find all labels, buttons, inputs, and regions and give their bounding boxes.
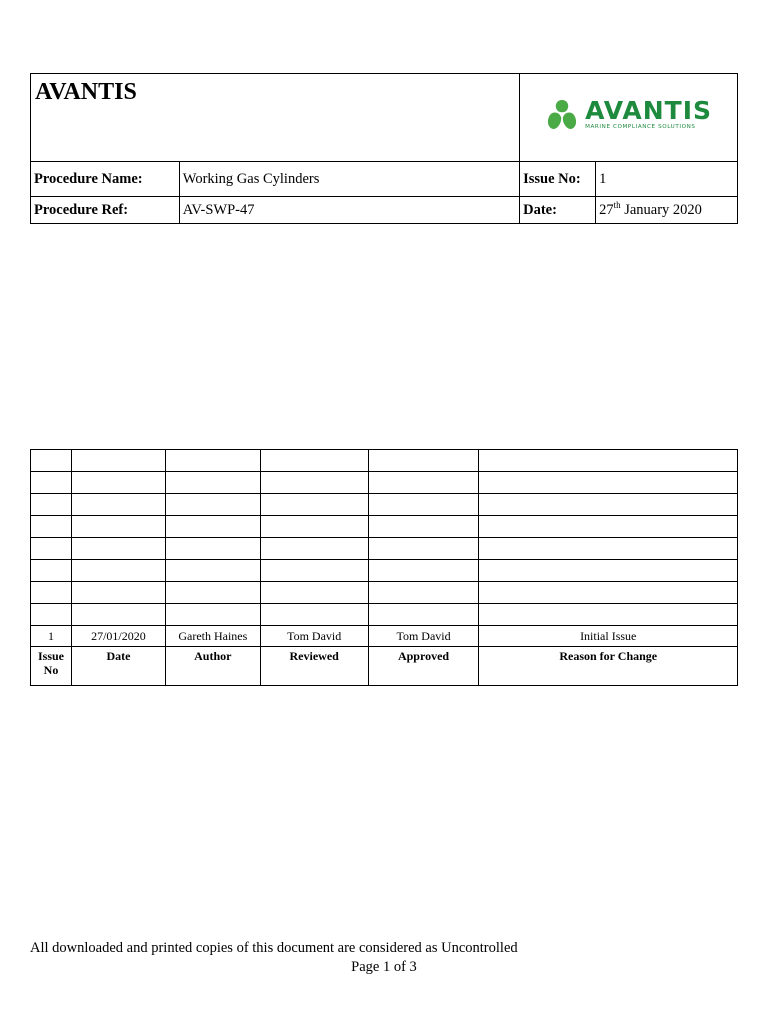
procedure-ref-value: AV-SWP-47: [179, 197, 519, 224]
blank-revision-cell: [71, 538, 165, 560]
blank-revision-row: [31, 560, 738, 582]
blank-revision-cell: [165, 450, 260, 472]
column-header-issue-no: Issue No: [31, 647, 72, 686]
logo-brand-text: AVANTIS: [585, 96, 713, 125]
document-title-cell: [31, 74, 520, 162]
column-header-reviewed: Reviewed: [260, 647, 368, 686]
revision-reviewed: Tom David: [260, 626, 368, 647]
blank-revision-cell: [165, 516, 260, 538]
revision-issue: 1: [31, 626, 72, 647]
column-header-approved: Approved: [368, 647, 479, 686]
trefoil-logo-icon: [545, 98, 579, 132]
blank-revision-cell: [479, 582, 738, 604]
blank-revision-cell: [71, 560, 165, 582]
blank-revision-cell: [31, 538, 72, 560]
column-header-reason: Reason for Change: [479, 647, 738, 686]
blank-revision-cell: [368, 538, 479, 560]
blank-revision-cell: [31, 472, 72, 494]
issue-no-label: Issue No:: [520, 162, 596, 197]
blank-revision-cell: [260, 516, 368, 538]
revision-date: 27/01/2020: [71, 626, 165, 647]
blank-revision-cell: [165, 604, 260, 626]
procedure-ref-label: Procedure Ref:: [31, 197, 180, 224]
blank-revision-cell: [31, 560, 72, 582]
blank-revision-cell: [368, 560, 479, 582]
revision-row: [31, 626, 738, 647]
blank-revision-row: [31, 516, 738, 538]
blank-revision-cell: [260, 472, 368, 494]
blank-revision-cell: [71, 450, 165, 472]
blank-revision-cell: [368, 494, 479, 516]
revision-approved: Tom David: [368, 626, 479, 647]
blank-revision-cell: [165, 472, 260, 494]
revision-reason: Initial Issue: [479, 626, 738, 647]
blank-revision-cell: [479, 604, 738, 626]
blank-revision-cell: [479, 560, 738, 582]
blank-revision-cell: [31, 604, 72, 626]
date-label: Date:: [520, 197, 596, 224]
blank-revision-cell: [479, 472, 738, 494]
company-logo: [545, 98, 712, 132]
page-number: Page 1 of 3: [351, 959, 417, 975]
date-rest: January 2020: [620, 201, 702, 218]
blank-revision-cell: [479, 538, 738, 560]
column-header-author: Author: [165, 647, 260, 686]
blank-revision-cell: [479, 516, 738, 538]
blank-revision-cell: [31, 582, 72, 604]
document-title: AVANTIS: [35, 79, 137, 105]
revision-history-table: [30, 449, 738, 686]
procedure-name-label: Procedure Name:: [31, 162, 180, 197]
blank-revision-cell: [71, 604, 165, 626]
blank-revision-cell: [31, 450, 72, 472]
blank-revision-cell: [71, 494, 165, 516]
blank-revision-cell: [260, 538, 368, 560]
revision-table-body: [31, 450, 738, 686]
blank-revision-cell: [31, 494, 72, 516]
blank-revision-row: [31, 450, 738, 472]
blank-revision-cell: [479, 494, 738, 516]
blank-revision-cell: [368, 450, 479, 472]
document-header-table: [30, 73, 738, 224]
blank-revision-cell: [479, 450, 738, 472]
logo-tagline: MARINE COMPLIANCE SOLUTIONS: [585, 124, 696, 130]
blank-revision-cell: [31, 516, 72, 538]
blank-revision-cell: [71, 582, 165, 604]
blank-revision-row: [31, 604, 738, 626]
blank-revision-cell: [71, 472, 165, 494]
blank-revision-cell: [260, 582, 368, 604]
blank-revision-cell: [165, 560, 260, 582]
revision-header-row: [31, 647, 738, 686]
blank-revision-cell: [368, 516, 479, 538]
issue-no-value: 1: [596, 162, 738, 197]
blank-revision-cell: [165, 582, 260, 604]
logo-cell: [520, 74, 738, 162]
blank-revision-cell: [165, 538, 260, 560]
blank-revision-cell: [260, 604, 368, 626]
column-header-date: Date: [71, 647, 165, 686]
uncontrolled-copy-notice: All downloaded and printed copies of this document are considered as Uncontrolled: [30, 940, 518, 956]
revision-author: Gareth Haines: [165, 626, 260, 647]
date-day: 27: [599, 201, 614, 218]
date-value: [596, 197, 738, 224]
blank-revision-cell: [260, 450, 368, 472]
blank-revision-row: [31, 494, 738, 516]
blank-revision-cell: [71, 516, 165, 538]
blank-revision-cell: [368, 604, 479, 626]
blank-revision-cell: [368, 582, 479, 604]
blank-revision-row: [31, 472, 738, 494]
blank-revision-cell: [368, 472, 479, 494]
blank-revision-row: [31, 582, 738, 604]
blank-revision-cell: [260, 494, 368, 516]
blank-revision-row: [31, 538, 738, 560]
blank-revision-cell: [260, 560, 368, 582]
date-suffix: th: [613, 199, 621, 210]
blank-revision-cell: [165, 494, 260, 516]
procedure-name-value: Working Gas Cylinders: [179, 162, 519, 197]
